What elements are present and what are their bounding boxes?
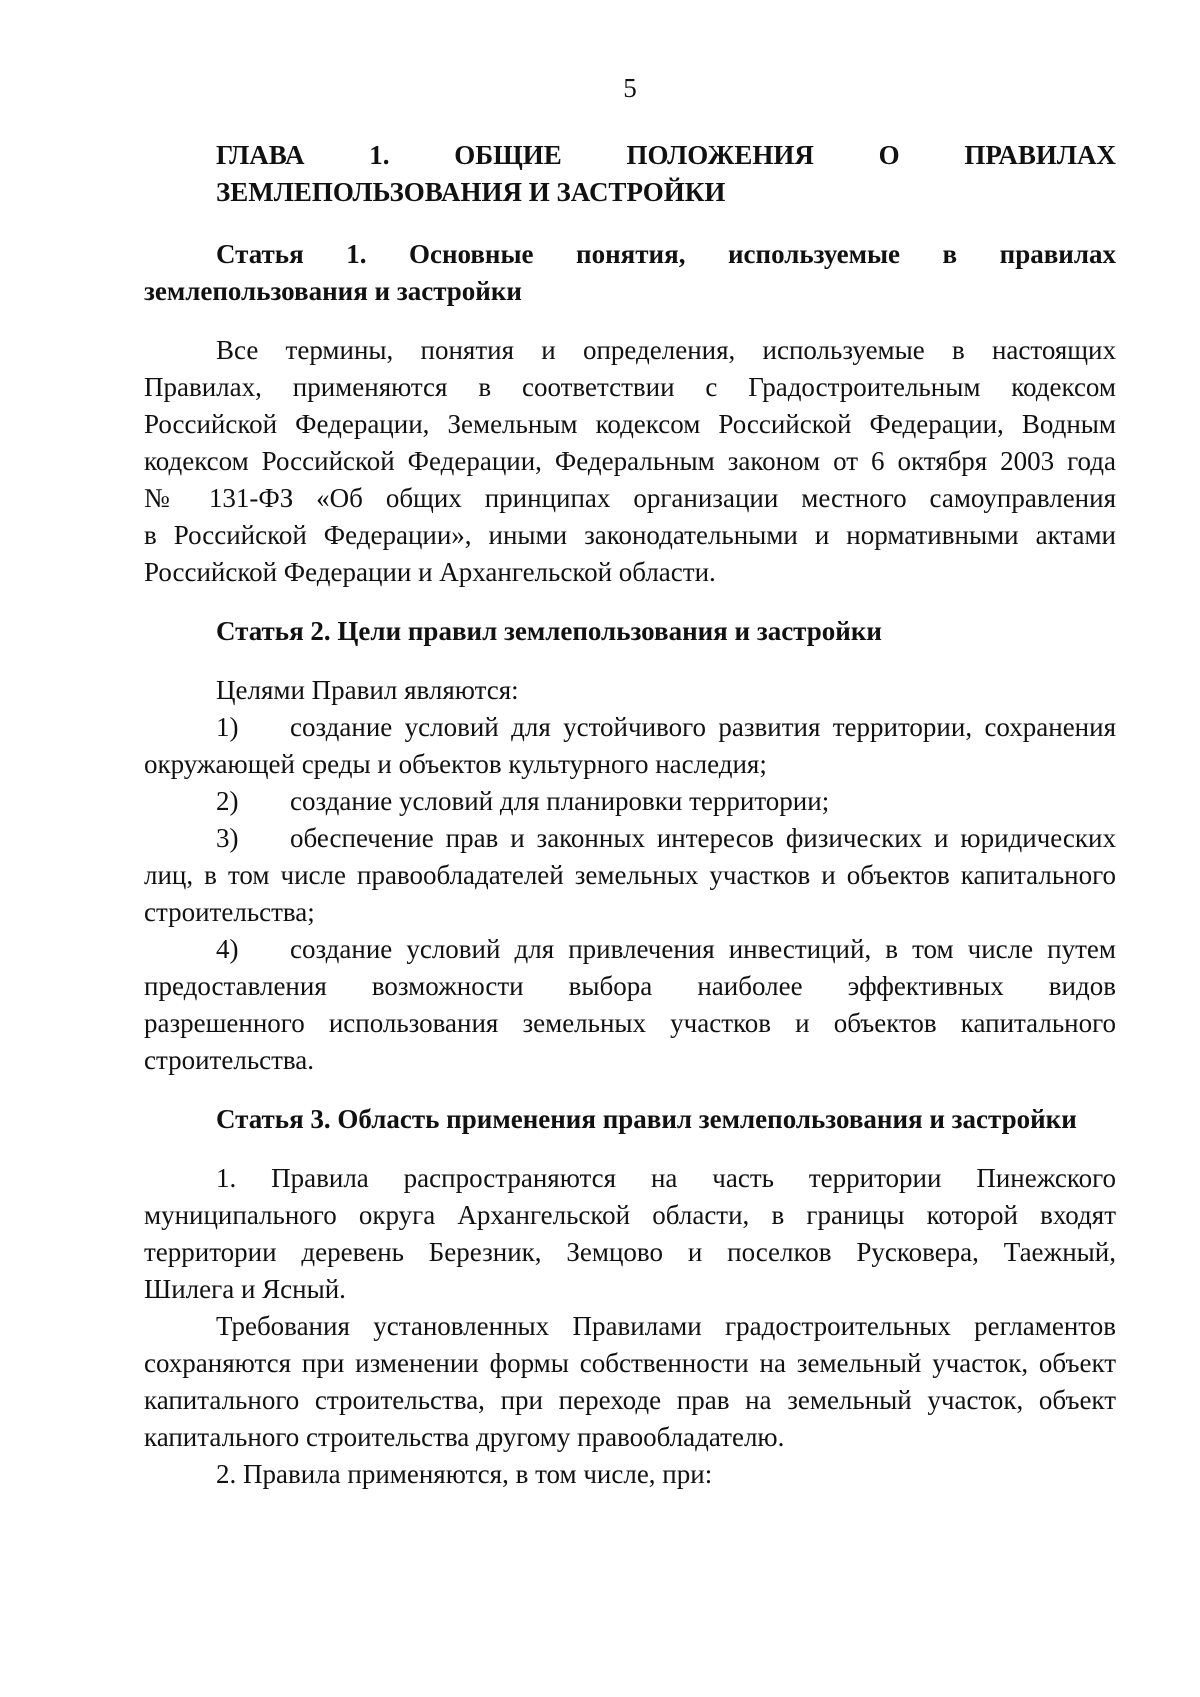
article-1-heading [144, 236, 1116, 310]
list-item-text: обеспечение прав и законных интересов физических и юридических [290, 823, 1116, 853]
list-item [144, 820, 1116, 931]
list-item-number: 1) [216, 712, 239, 742]
paragraph-line: муниципального округа Архангельской области, в границы которой входят [144, 1200, 1116, 1230]
chapter-title [144, 137, 1116, 211]
paragraph-line: капитального строительства другому правообладателю. [144, 1422, 785, 1452]
list-item-continuation: лиц, в том числе правообладателей земельных участков и объектов капитального [144, 860, 1116, 890]
article-heading-line: Статья 1. Основные понятия, используемые в правилах [216, 239, 1116, 269]
paragraph-line: Требования установленных Правилами градостроительных регламентов [216, 1311, 1116, 1341]
paragraph-line: № 131-ФЗ «Об общих принципах организации местного самоуправления [144, 483, 1116, 513]
paragraph-line: Все термины, понятия и определения, используемые в настоящих [216, 335, 1116, 365]
document-body [144, 137, 1116, 1493]
paragraph-line: капитального строительства, при переходе прав на земельный участок, объект [144, 1385, 1116, 1415]
list-item-text: создание условий для устойчивого развития территории, сохранения [290, 712, 1116, 742]
list-item-number: 2) [216, 786, 239, 816]
list-item [144, 709, 1116, 783]
article-heading-line: землепользования и застройки [144, 276, 522, 306]
paragraph-line: сохраняются при изменении формы собственности на земельный участок, объект [144, 1348, 1116, 1378]
list-item-continuation: строительства. [144, 1045, 315, 1075]
paragraph-line: Российской Федерации, Земельным кодексом Российской Федерации, Водным [144, 409, 1116, 439]
list-item [144, 783, 1116, 820]
list-item-continuation: окружающей среды и объектов культурного наследия; [144, 749, 767, 779]
list-item-number: 4) [216, 934, 239, 964]
paragraph-line: кодексом Российской Федерации, Федеральным законом от 6 октября 2003 года [144, 446, 1116, 476]
paragraph-line: Правилах, применяются в соответствии с Градостроительным кодексом [144, 372, 1116, 402]
list-item-text: создание условий для привлечения инвестиций, в том числе путем [290, 934, 1116, 964]
list-item-text: создание условий для планировки территории; [290, 786, 830, 816]
chapter-title-line: ГЛАВА 1. ОБЩИЕ ПОЛОЖЕНИЯ О ПРАВИЛАХ [216, 140, 1116, 170]
list-item [144, 931, 1116, 1079]
page-number: 5 [623, 73, 637, 103]
paragraph-line: Российской Федерации и Архангельской области. [144, 557, 716, 587]
list-item-continuation: строительства; [144, 897, 315, 927]
article-2-heading: Статья 2. Цели правил землепользования и застройки [216, 616, 882, 646]
paragraph-line: территории деревень Березник, Земцово и поселков Русковера, Таежный, [144, 1237, 1116, 1267]
article-1-paragraph [144, 332, 1116, 591]
paragraph-line: Шилега и Ясный. [144, 1274, 346, 1304]
paragraph-line: 1. Правила распространяются на часть территории Пинежского [216, 1163, 1116, 1193]
article-3-paragraph-3: 2. Правила применяются, в том числе, при: [216, 1459, 713, 1489]
article-3-heading: Статья 3. Область применения правил землепользования и застройки [216, 1104, 1077, 1134]
article-2-intro: Целями Правил являются: [216, 675, 519, 705]
list-item-continuation: предоставления возможности выбора наиболее эффективных видов [144, 971, 1116, 1001]
chapter-title-line: ЗЕМЛЕПОЛЬЗОВАНИЯ И ЗАСТРОЙКИ [216, 177, 726, 207]
article-3-paragraph-2 [144, 1308, 1116, 1456]
list-item-number: 3) [216, 823, 239, 853]
goals-list [144, 709, 1116, 1079]
paragraph-line: в Российской Федерации», иными законодательными и нормативными актами [144, 520, 1116, 550]
list-item-continuation: разрешенного использования земельных участков и объектов капитального [144, 1008, 1116, 1038]
article-3-paragraph-1 [144, 1160, 1116, 1308]
